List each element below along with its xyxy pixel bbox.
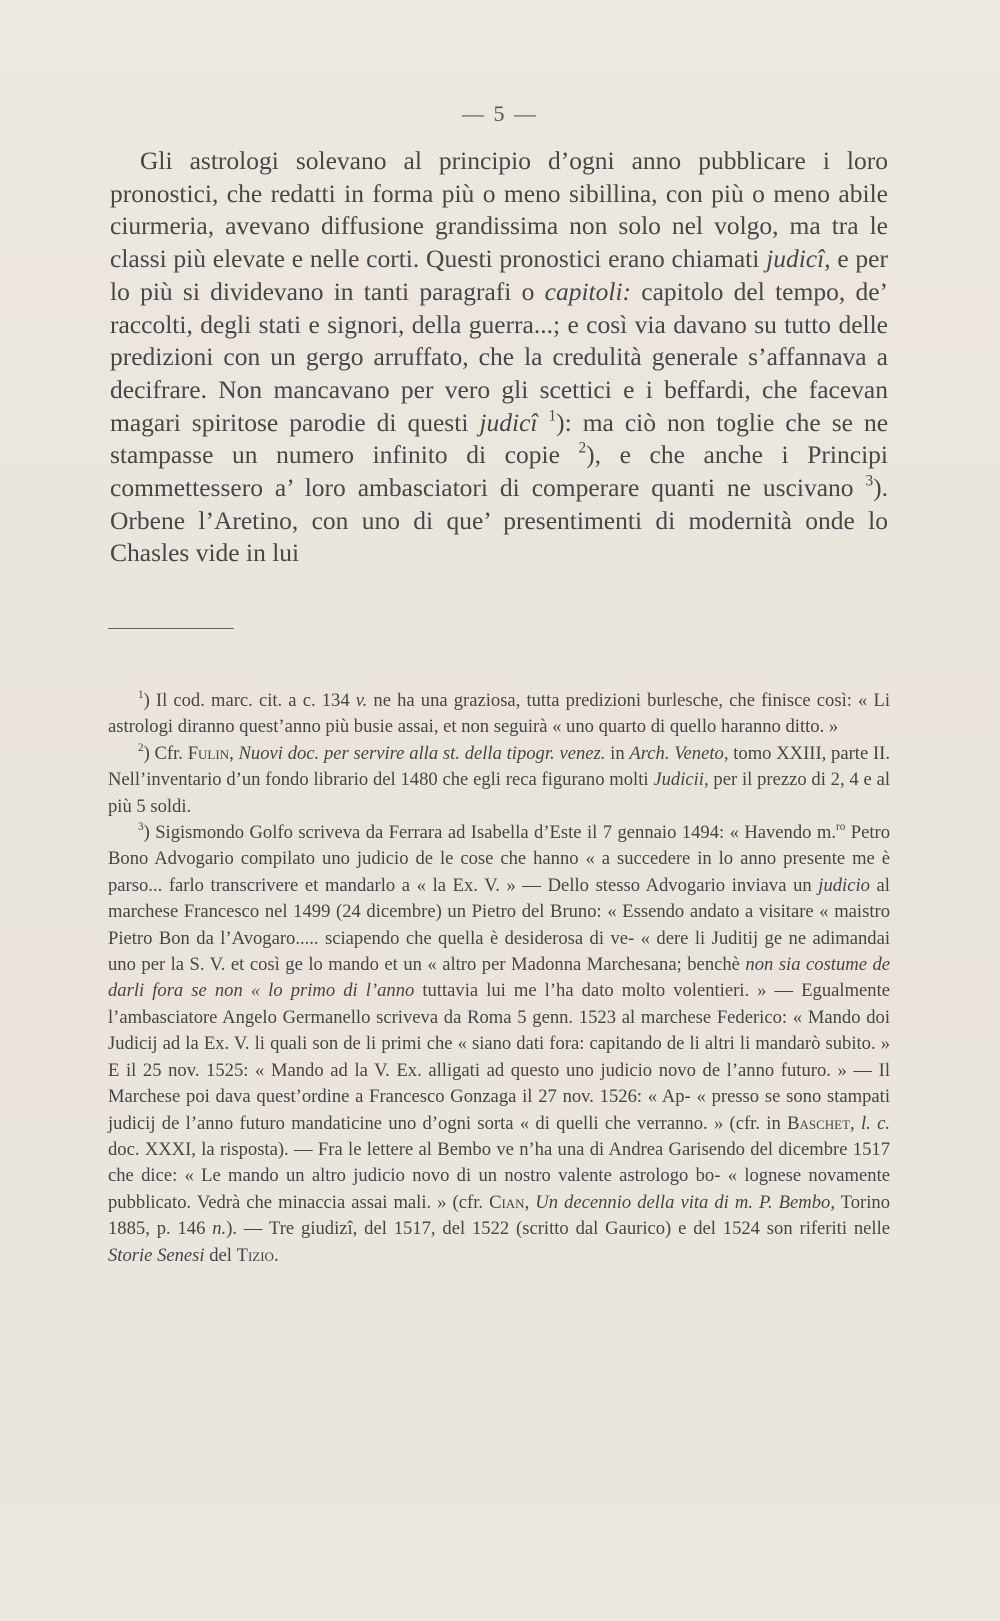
footnotes: [108, 688, 890, 1269]
footnote-italic: Nuovi doc. per servire alla st. della tipogr. venez.: [238, 742, 606, 764]
page-number: — 5 —: [462, 101, 538, 126]
footnote-italic: Judicii,: [653, 769, 709, 791]
footnote-text: ) Cfr.: [143, 742, 188, 764]
footnote-text: del: [204, 1244, 237, 1266]
italic-capitoli: capitoli:: [544, 276, 632, 306]
footnote-text: ) Sigismondo Golfo scriveva da Ferrara ad Isabella d’Este il 7 gennaio 1494: « Havendo m.: [143, 822, 837, 844]
footnote-text: ) Il cod. marc. cit. a c. 134: [143, 690, 356, 711]
body-text-4: ): ma ciò non toglie che se ne stampasse un numero infinito di copie: [110, 407, 889, 470]
author-name: Fulin: [187, 742, 230, 764]
footnote-3: [108, 820, 890, 1269]
superscript-abbrev: ro: [836, 821, 846, 834]
footnote-italic: judicio: [818, 874, 870, 896]
footnote-ref-1: 1: [548, 406, 557, 424]
footnote-text: ne ha una graziosa, tutta predizioni burlesche, che finisce così: « Li astrologi diranno quest’anno più busie assai, et non seguirà « uno quarto di quello haranno ditto. »: [108, 690, 890, 738]
footnote-1: [108, 688, 890, 741]
footnote-text: ,: [850, 1112, 861, 1134]
author-name: Baschet: [787, 1112, 851, 1134]
footnote-text: ,: [524, 1191, 536, 1213]
footnote-ref-2: 2: [578, 439, 587, 457]
footnote-italic: n.: [212, 1218, 227, 1240]
footnote-italic: Storie Senesi: [108, 1244, 205, 1266]
footnote-text: al marchese Francesco nel 1499 (24 dicembre) un Pietro del Bruno: « Essendo andato a visitare « maistro Pietro Bon da l’Avogaro..... sciapendo che quella è desiderosa di ve- « dere li Juditij ge ne adimandai uno per la S. V. et così ge lo mando et un « altro per Madonna Marchesana; benchè: [108, 874, 890, 976]
footnote-text: Torino 1885, p. 146: [108, 1191, 890, 1240]
body-text-2: , e per lo più si dividevano in tanti paragrafi o: [110, 244, 888, 306]
footnote-mark: 3: [138, 821, 144, 834]
footnote-text: per il prezzo di 2, 4 e al più 5 soldi.: [108, 769, 890, 817]
footnote-italic: non sia costume de darli fora se non « lo primo di l’anno: [108, 954, 891, 1002]
footnote-text: .: [273, 1244, 279, 1266]
footnote-italic: Arch. Veneto,: [629, 742, 729, 764]
italic-judici: judicî: [766, 244, 825, 274]
author-name: Cian: [489, 1191, 525, 1213]
main-paragraph: [110, 145, 888, 570]
footnote-italic: l. c.: [860, 1112, 890, 1134]
body-text-3: capitolo del tempo, de’ raccolti, degli stati e signori, della guerra...; e così via davano su tutto delle predizioni con un gergo arruffato, che la credulità generale s’affannava a decifrare. Non mancavano per vero gli scettici e i beffardi, che facevan magari spiritose parodie di questi: [110, 276, 889, 437]
footnote-italic: Un decennio della vita di m. P. Bembo,: [535, 1191, 835, 1213]
footnote-mark: 2: [138, 742, 144, 755]
footnote-text: in: [605, 742, 630, 764]
author-name: Tizio: [236, 1244, 274, 1266]
body-text-5: ), e che anche i Principi commettessero a’ loro ambasciatori di comperare quanti ne uscivano: [110, 440, 888, 503]
footnote-italic: v.: [355, 690, 368, 711]
footnote-text: tuttavia lui me l’ha dato molto volentieri. » — Egualmente l’ambasciatore Angelo Germanello scriveva da Roma 5 genn. 1523 al marchese Federico: « Mando doi Judicij ad la Ex. V. li quali son de li primi che « siano dati fora: capitando de li altri li mandarò subito. » E il 25 nov. 1525: « Mando ad la V. Ex. alligati ad questo uno judicio novo de l’anno futuro. » — Il Marchese poi dava quest’ordine a Francesco Gonzaga il 27 nov. 1526: « Ap- « presso se sono stampati judicij de l’anno futuro mandaticine uno d’ogni sorta « di quelli che verranno. » (cfr. in: [108, 980, 890, 1134]
footnote-mark: 1: [138, 689, 144, 702]
body-text-6: ). Orbene l’Aretino, con uno di que’ presentimenti di modernità onde lo Chasles vide in lui: [110, 473, 888, 568]
footnote-text: ,: [229, 742, 239, 764]
footnote-text: doc. XXXI, la risposta). — Fra le lettere al Bembo ve n’ha una di Andrea Garisendo del dicembre 1517 che dice: « Le mando un altro judicio novo di un nostro valente astrologo bo- « lognese novamente pubblicato. Vedrà che minaccia assai mali. » (cfr.: [108, 1138, 890, 1213]
footnote-text: Petro Bono Advogario compilato uno judicio de le cose che hanno « a succedere in lo anno presente me è parso... farlo transcrivere et mandarlo a « la Ex. V. » — Dello stesso Advogario inviava un: [108, 822, 891, 896]
footnote-text: tomo XXIII, parte II. Nell’inventario d’un fondo librario del 1480 che egli reca figurano molti: [108, 742, 891, 791]
footnote-text: ). — Tre giudizî, del 1517, del 1522 (scritto dal Gaurico) e del 1524 son riferiti nelle: [226, 1218, 890, 1240]
italic-judici-2: judicî: [479, 407, 538, 437]
footnote-2: [108, 741, 890, 820]
body-text-1: Gli astrologi solevano al principio d’ogni anno pubblicare i loro pronostici, che redatti in forma più o meno sibillina, con più o meno abile ciurmeria, avevano diffusione grandissima non solo nel volgo, ma tra le classi più elevate e nelle corti. Questi pronostici erano chiamati: [110, 146, 888, 274]
footnote-ref-3: 3: [865, 472, 874, 490]
footnote-separator: [108, 628, 234, 629]
